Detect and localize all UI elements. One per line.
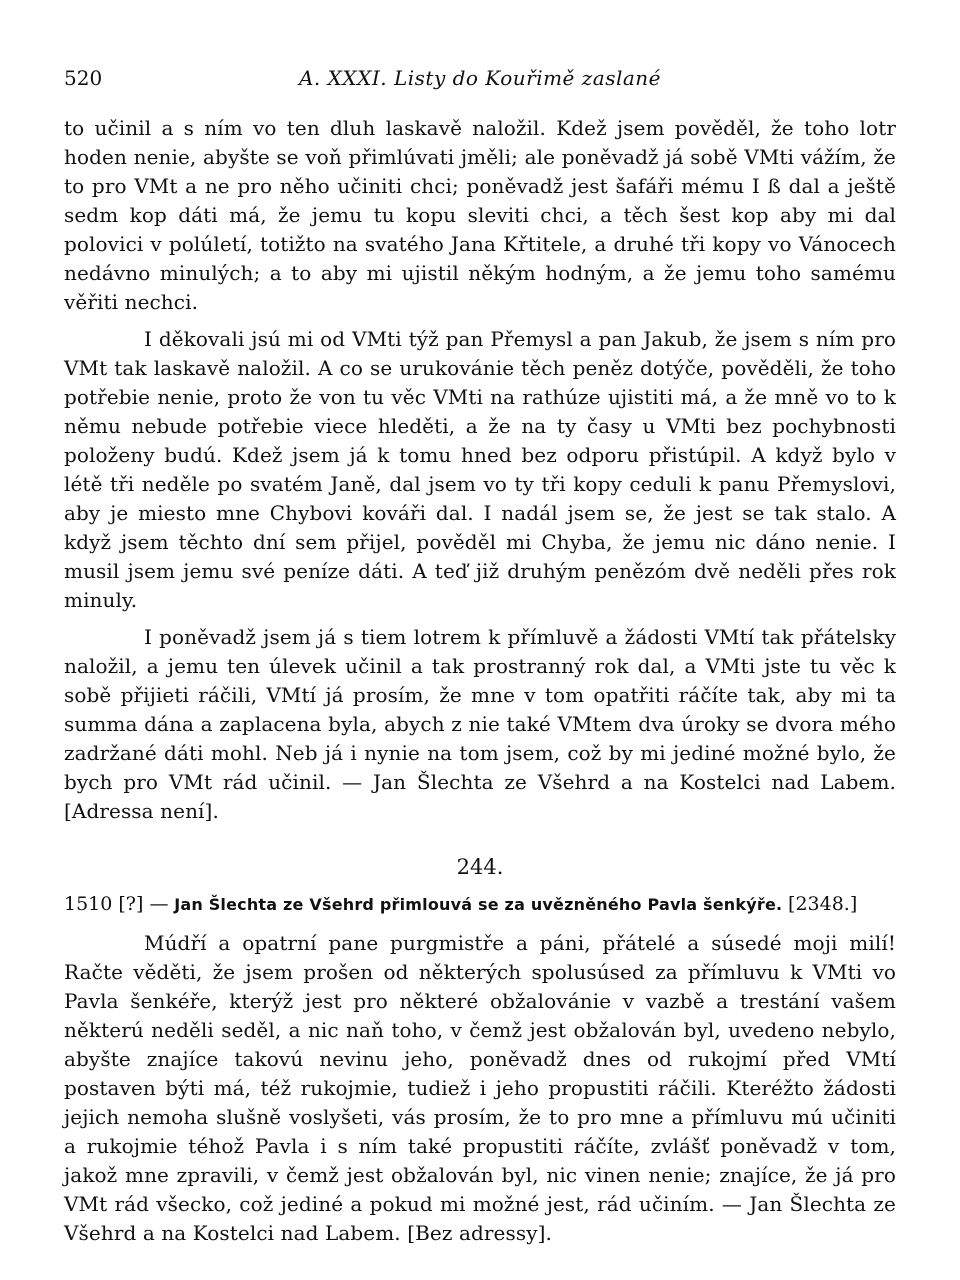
paragraph-1: to učinil a s ním vo ten dluh laskavě naložil. Kdež jsem pověděl, že toho lotr hoden nenie, abyšte se voň přimlúvati jměli; ale poněvadž já sobě VMti vážím, že to pro VMt a ne pro něho učiniti chci; poněvadž jest šafáři mému I ß dal a ještě sedm kop dáti má, že jemu tu kopu sleviti chci, a těch šest kop aby mi dal polovici v polúletí, totižto na svatého Jana Křtitele, a druhé tři kopy vo Vánocech nedávno minulých; a to aby mi ujistil někým hodným, a že jemu toho samému věřiti nechci. [64,116,896,314]
paragraph-2: I děkovali jsú mi od VMti týž pan Přemysl a pan Jakub, že jsem s ním pro VMt tak laskavě naložil. A co se urukovánie těch peněz dotýče, pověděli, že toho potřebie nenie, proto že von tu věc VMti na rathúze ujistiti má, a že mně vo to k němu nebude potřebie viece hleděti, a že na ty časy u VMti bez pochybnosti položeny budú. Kdež jsem já k tomu hned bez odporu přistúpil. A když bylo v létě tři neděle po svatém Janě, dal jsem vo ty tři kopy ceduli k panu Přemyslovi, aby je miesto mne Chybovi kováři dal. I nadál jsem se, že jest se tak stalo. A když jsem těchto dní sem přijel, pověděl mi Chyba, že jemu nic dáno nenie. I musil jsem jemu své peníze dáti. A teď již druhým penězóm dvě neděli přes rok minuly. [64,327,896,612]
document-summary: Jan Šlechta ze Všehrd přimlouvá se za uvězněného Pavla šenkýře. [174,895,783,914]
running-head [64,62,896,94]
page [64,62,896,1248]
document-reference: [2348.] [788,893,858,915]
letter-continuation [64,114,896,826]
letter-244-paragraph: Múdří a opatrní pane purgmistře a páni, přátelé a súsedé moji milí! Račte věděti, že jsem prošen od některých spolusúsed za přímluvu k VMti vo Pavla šenkéře, kterýž jest pro některé obžalovánie v vazbě a trestání vašem některú neděli seděl, a nic naň toho, v čemž jest obžalován byl, uvedeno nebylo, abyšte znajíce takovú nevinu jeho, poněvadž dnes od rukojmí před VMtí postaven býti má, též rukojmie, tudiež i jeho propustiti ráčili. Kteréžto žádosti jejich nemoha slušně voslyšeti, vás prosím, že to pro mne a přímluvu mú učiniti a rukojmie téhož Pavla i s ním také propustiti ráčíte, zvlášť poněvadž v tom, jakož mne zpravili, v čemž jest obžalován byl, nic vinen nenie; znajíce, že já pro VMt rád všecko, což jediné a pokud mi možné jest, rád učiním. — Jan Šlechta ze Všehrd a na Kostelci nad Labem. [Bez adressy]. [64,931,896,1245]
document-regest [64,890,896,919]
document-date: 1510 [?] — [64,893,169,915]
paragraph-3: I poněvadž jsem já s tiem lotrem k přímluvě a žádosti VMtí tak přátelsky naložil, a jemu ten úlevek učinil a tak prostranný rok dal, a VMti jste tu věc k sobě přijieti ráčili, VMtí já prosím, že mne v tom opatřiti ráčíte tak, aby mi ta summa dána a zaplacena byla, abych z nie také VMtem dva úroky se dvora mého zadržané dáti mohl. Neb já i nynie na tom jsem, což by mi jediné možné bylo, že bych pro VMt rád učinil. — Jan Šlechta ze Všehrd a na Kostelci nad Labem. [Adressa není]. [64,625,896,823]
page-number: 520 [64,66,103,90]
document-number: 244. [456,855,504,879]
letter-244 [64,929,896,1248]
running-title: A. XXXI. Listy do Kouřimě zaslané [298,66,662,90]
